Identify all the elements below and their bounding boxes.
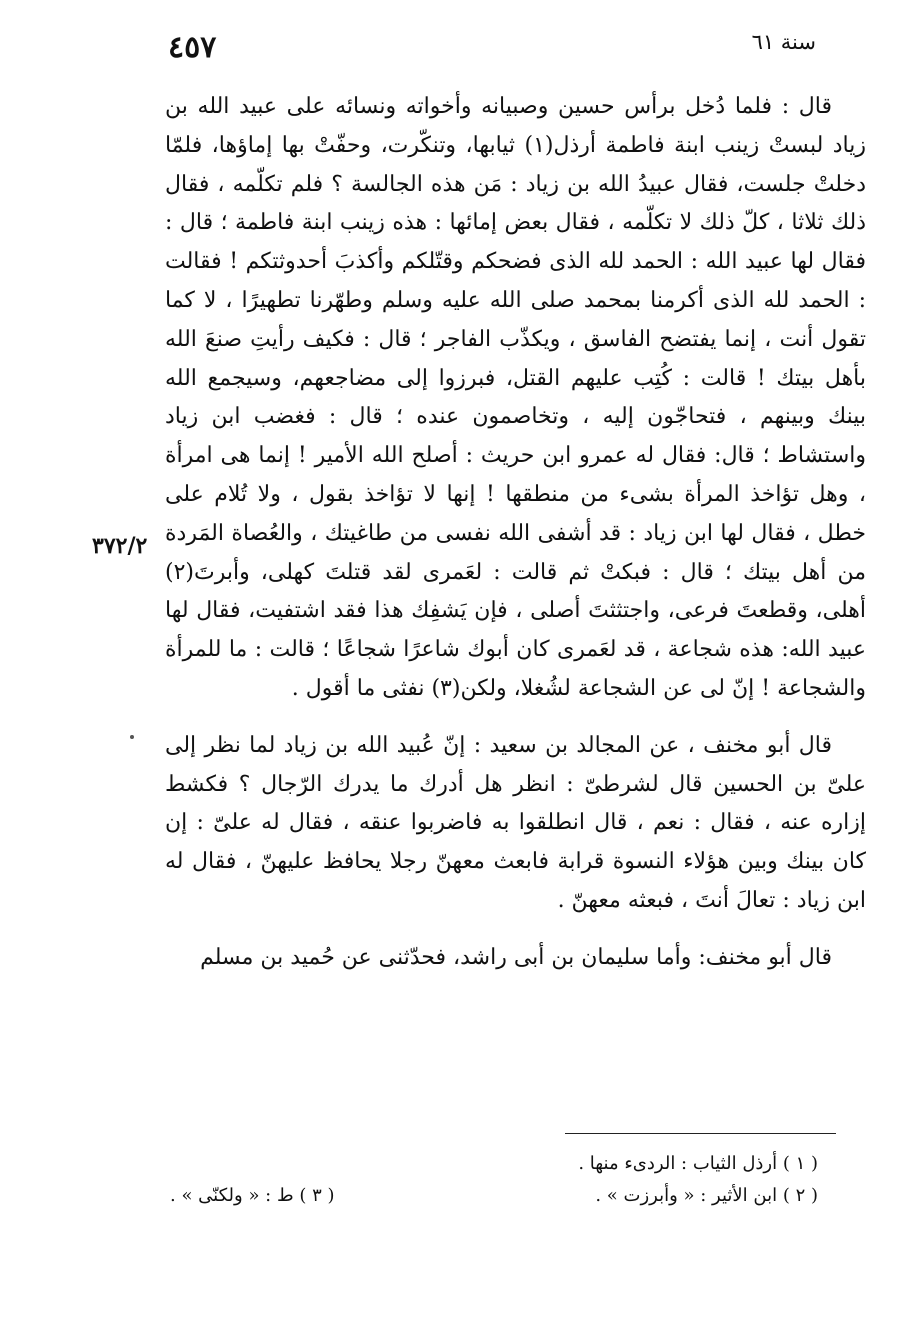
- footnote-3: ( ٣ ) ط : « ولكنّى » .: [170, 1185, 335, 1206]
- running-header-year: سنة ٦١: [751, 30, 816, 54]
- main-text: [165, 88, 866, 978]
- margin-reference: ٣٧٢/٢: [92, 533, 148, 559]
- footnote-1: ( ١ ) أرذل الثياب : الردىء منها .: [578, 1153, 818, 1174]
- paragraph-2: قال أبو مخنف ، عن المجالد بن سعيد : إنّ عُبيد الله بن زياد لما نظر إلى علىّ بن الحسين قال لشرطىّ : انظر هل أدرك ما يدرك الرّجال ؟ فكشط إزاره عنه ، فقال : نعم ، قال انطلقوا به فاضربوا عنقه ، فقال له علىّ : إن كان بينك وبين هؤلاء النسوة قرابة فابعث معهنّ رجلا يحافظ عليهنّ ، فقال له ابن زياد : تعالَ أنتَ ، فبعثه معهنّ .: [165, 732, 866, 913]
- stray-mark: [130, 735, 134, 739]
- paragraph-3: قال أبو مخنف: وأما سليمان بن أبى راشد، فحدّثنى عن حُميد بن مسلم: [200, 944, 832, 970]
- footnote-divider: [565, 1133, 836, 1134]
- footnote-row: [170, 1180, 818, 1212]
- page-number: ٤٥٧: [168, 30, 217, 65]
- paragraph-1: قال : فلما دُخل برأس حسين وصبيانه وأخواته ونسائه على عبيد الله بن زياد لبستْ زينب ابنة فاطمة أرذل(١) ثيابها، وتنكّرت، وحفّتْ بها إماؤها، فلمّا دخلتْ جلست، فقال عبيدُ الله بن زياد : مَن هذه الجالسة ؟ فلم تكلّمه ، فقال ذلك ثلاثا ، كلّ ذلك لا تكلّمه ، فقال بعض إمائها : هذه زينب ابنة فاطمة ؛ قال : فقال لها عبيد الله : الحمد لله الذى فضحكم وقتّلكم وأكذبَ أحدوثتكم ! فقالت : الحمد لله الذى أكرمنا بمحمد صلى الله عليه وسلم وطهّرنا تطهيرًا ، لا كما تقول أنت ، إنما يفتضح الفاسق ، ويكذّب الفاجر ؛ قال : فكيف رأيتِ صنعَ الله بأهل بيتك ! قالت : كُتِب عليهم القتل، فبرزوا إلى مضاجعهم، وسيجمع الله بينك وبينهم ، فتحاجّون إليه ، وتخاصمون عنده ؛ قال : فغضب ابن زياد واستشاط ؛ قال: فقال له عمرو ابن حريث : أصلح الله الأمير ! إنما هى امرأة ، وهل تؤاخذ المرأة بشىء من منطقها ! إنها لا تؤاخذ بقول ، ولا تُلام على خطل ، فقال لها ابن زياد : قد أشفى الله نفسى من طاغيتك ، والعُصاة المَردة من أهل بيتك ؛ قال : فبكتْ ثم قالت : لعَمرى لقد قتلتَ كهلى، وأبرتَ(٢) أهلى، وقطعتَ فرعى، واجتثثتَ أصلى ، فإن يَشفِك هذا فقد اشتفيت، فقال لها عبيد الله: هذه شجاعة ، قد لعَمرى كان أبوك شاعرًا شجاعًا ؛ قالت : ما للمرأة والشجاعة ! إنّ لى عن الشجاعة لشُغلا، ولكن(٣) نفثى ما أقول .: [165, 94, 867, 701]
- footnotes: [170, 1148, 818, 1212]
- footnote-2: ( ٢ ) ابن الأثير : « وأبرزت » .: [595, 1185, 818, 1206]
